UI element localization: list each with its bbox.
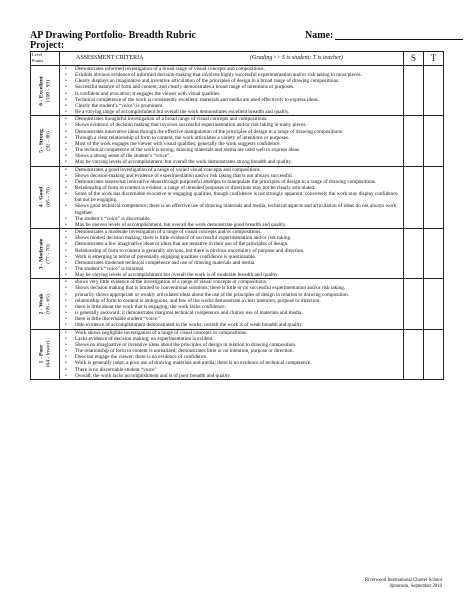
student-score-header: S — [404, 52, 424, 66]
level-label — [38, 76, 51, 106]
criteria-item: • is generally awkward; it demonstrates marginal technical competence and clumsy use of materials and media. — [62, 310, 401, 316]
grading-note: (Grading>> S is student; T is teacher) — [250, 55, 343, 61]
level-label — [38, 238, 51, 269]
criteria-item: • The relationship of form to content is unrealized; demonstrates little or no intention, purpose or direction. — [62, 348, 401, 354]
student-score-cell[interactable] — [404, 229, 424, 279]
criteria-cell — [60, 279, 404, 329]
criteria-item: • Lacks evidence of decision making; no experimentation is evident. — [62, 336, 401, 342]
criteria-header — [60, 52, 404, 66]
criteria-item: • Demonstrates a moderate investigation of a range of visual concepts and/or compositions. — [62, 229, 401, 235]
criteria-item: • Work is generally inept; a poor use of drawing materials and media; there is no evidence of technical competence. — [62, 360, 401, 366]
level-cell — [31, 279, 60, 329]
criteria-item: • Most of the work engages the viewer with visual qualities; generally the work suggests confidence. — [62, 141, 401, 147]
level-range: (69 - 65) — [45, 294, 51, 314]
teacher-score-cell[interactable] — [424, 329, 444, 379]
criteria-item: • Successful balance of form and content, and clearly demonstrates a broad range of intentions or purposes. — [62, 84, 401, 90]
criteria-item: • Clearly displays an imaginative and inventive articulation of the principles of design in a broad range of drawing compositions. — [62, 78, 401, 84]
criteria-item: • Shows decision making that is limited to conventional solutions; there is little or no successful experimentation and/or risk taking. — [62, 285, 401, 291]
criteria-item: • little evidence of accomplishment demonstrated in the works; overall the work is of weak breadth and quality. — [62, 322, 401, 328]
criteria-item: • relationship of form to content is ambiguous, and few of the works demonstrate a clear intention, purpose or direction. — [62, 298, 401, 304]
criteria-item: • Demonstrates innovative ideas through the effective manipulation of the principles of design in a range of drawing compositions. — [62, 129, 401, 135]
criteria-cell — [60, 66, 404, 116]
teacher-score-cell[interactable] — [424, 279, 444, 329]
level-range: (85 - 78) — [45, 187, 51, 208]
criteria-item: • The student’s “voice” is minimal. — [62, 266, 401, 272]
rubric-level-row — [31, 229, 444, 279]
criteria-list — [62, 167, 401, 229]
name-label: Name: — [305, 30, 334, 41]
criteria-item: • Exhibits obvious evidence of informed decision-making that involves highly successful experimentation and/or risk taking in most pieces. — [62, 72, 401, 78]
footer-author-date: djmunson, September 2010 — [389, 584, 442, 589]
criteria-list — [62, 66, 401, 115]
document-title: AP Drawing Portfolio- Breadth Rubric — [30, 30, 196, 41]
criteria-cell — [60, 166, 404, 229]
criteria-item: • Some of the work has discernable evocative or engaging qualities, though confidence is not strongly apparent; conversely the work may display confidence but not be engaging. — [62, 191, 401, 203]
criteria-list — [62, 330, 401, 379]
level-name: 5 - Strong — [38, 129, 45, 153]
rubric-level-row — [31, 116, 444, 166]
rubric-level-row — [31, 66, 444, 116]
criteria-list — [62, 229, 401, 278]
project-label: Project: — [30, 40, 65, 51]
criteria-item: • there is little about the work that is engaging; the work lacks confidence. — [62, 304, 401, 310]
level-cell — [31, 116, 60, 166]
level-range: (100 - 93) — [45, 79, 51, 102]
teacher-score-cell[interactable] — [424, 229, 444, 279]
points-header: Points — [32, 57, 44, 63]
teacher-score-header: T — [424, 52, 444, 66]
criteria-item: • Relationship of form to content is generally obvious, but there is obvious uncertainty of purpose and direction. — [62, 248, 401, 254]
student-score-cell[interactable] — [404, 329, 424, 379]
criteria-item: • Clearly the student’s “voice” is prominent. — [62, 103, 401, 109]
criteria-item: • May be varying levels of accomplishment but overall the work is of moderate breadth and quality. — [62, 272, 401, 278]
student-score-cell[interactable] — [404, 166, 424, 229]
criteria-item: • Shows no imaginative or inventive ideas about the principles of design in relation to drawing composition. — [62, 342, 401, 348]
level-points-header — [31, 52, 60, 66]
rubric-table — [30, 51, 444, 380]
criteria-item: • Demonstrates a good investigation of a range of varied visual concepts and compositions. — [62, 167, 401, 173]
criteria-item: • primarily shows appropriate or weakly articulated ideas about the use of the principles of design in relation to drawing composition. — [62, 292, 401, 298]
level-cell — [31, 229, 60, 279]
criteria-cell — [60, 329, 404, 379]
level-cell — [31, 166, 60, 229]
teacher-score-cell[interactable] — [424, 166, 444, 229]
criteria-cell — [60, 229, 404, 279]
criteria-item: • The technical competence of the work is strong; drawing materials and media are used well to express ideas. — [62, 147, 401, 153]
teacher-score-cell[interactable] — [424, 116, 444, 166]
criteria-item: • Work shows negligible investigation of a range of visual concepts or compositions. — [62, 330, 401, 336]
page-header — [30, 30, 450, 52]
criteria-item: • Is confident and evocative; it engages the viewer with visual qualities. — [62, 91, 401, 97]
criteria-item: • Be a varying range of accomplishment but overall the work demonstrates excellent breadth and quality. — [62, 109, 401, 115]
level-label — [38, 187, 51, 208]
level-cell — [31, 66, 60, 116]
criteria-item: • Demonstrates informed investigation of a broad range of visual concepts and compositions. — [62, 66, 401, 72]
criteria-item: • Relationship of form to content is evident; a range of intended purposes or directions may not be clearly articulated. — [62, 185, 401, 191]
page-footer — [365, 578, 442, 590]
level-cell — [31, 329, 60, 379]
footer-school: Riverwood International Charter School — [364, 578, 442, 583]
criteria-item: • The student’s “voice” is discernable. — [62, 216, 401, 222]
rubric-level-row — [31, 166, 444, 229]
level-label — [38, 129, 51, 153]
criteria-item: • Technical competence of the work is consistently excellent; materials and media are used effectively to express ideas. — [62, 97, 401, 103]
criteria-list — [62, 116, 401, 165]
criteria-item: • Demonstrates thoughtful investigation of a broad range of visual concepts and compositions. — [62, 116, 401, 122]
criteria-item: • Demonstrates somewhat innovative ideas through purposeful attempts to manipulate the principles of design in a range of drawing compositions. — [62, 179, 401, 185]
criteria-item: • there is little discernable student “voice.” — [62, 316, 401, 322]
criteria-item: • Does not engage the viewer; there is no evidence of confidence. — [62, 354, 401, 360]
level-range: (92 - 86) — [45, 131, 51, 151]
criteria-header-title: ASSESSMENT CRITERIA — [76, 55, 144, 61]
level-name: 4 - Good — [38, 187, 45, 208]
criteria-item: • Demonstrates moderate technical competence and use of drawing materials and media. — [62, 260, 401, 266]
criteria-item: • Work is emerging in terms of potentially engaging qualities confidence is questionable. — [62, 254, 401, 260]
level-name: 2 - Weak — [38, 293, 45, 315]
criteria-item: • There is no discernable student “voice” — [62, 367, 401, 373]
level-name: 3 - Moderate — [38, 238, 45, 270]
level-label — [38, 293, 51, 314]
criteria-item: • Through a clear relationship of form to content, the work articulates a variety of intentions or purposes. — [62, 135, 401, 141]
student-score-cell[interactable] — [404, 66, 424, 116]
level-header: Level — [32, 52, 43, 57]
criteria-item: • Shows a strong sense of the student’s “voice”. — [62, 153, 401, 159]
criteria-item: • May be varying levels of accomplishment, but overall the work demonstrates strong breadth and quality. — [62, 159, 401, 165]
level-range: (77 - 70) — [45, 243, 51, 264]
criteria-cell — [60, 116, 404, 166]
criteria-item: • shows very little evidence of the investigation of a range of visual concepts or compositions. — [62, 279, 401, 285]
teacher-score-cell[interactable] — [424, 66, 444, 116]
criteria-item: • Shows modest decision making; there is little evidence of successful experimentation and/or risk taking. — [62, 235, 401, 241]
name-blank-line[interactable] — [335, 39, 463, 40]
criteria-list — [62, 279, 401, 328]
student-score-cell[interactable] — [404, 279, 424, 329]
criteria-item: • Shows evidence of decision making that involves successful experimentation and/or risk taking in many pieces. — [62, 122, 401, 128]
criteria-item: • Demonstrates a few imaginative ideas or ideas that are tentative in their use of the principles of design. — [62, 241, 401, 247]
level-label — [38, 341, 51, 368]
rubric-level-row — [31, 279, 444, 329]
criteria-item: • Shows decision-making and evidence of experimentation and/or risk taking that is not always successful. — [62, 173, 401, 179]
rubric-header-row — [31, 52, 444, 66]
rubric-level-row — [31, 329, 444, 379]
criteria-item: • Shows good technical competence; there is an effective use of drawing materials and media; technical aspects and articulation of ideas do not always work together. — [62, 203, 401, 215]
level-range: (64 - lower) — [45, 340, 51, 368]
level-name: 6 - Excellent — [38, 75, 45, 106]
level-name: 1 - Poor — [38, 344, 45, 364]
student-score-cell[interactable] — [404, 116, 424, 166]
criteria-item: • May be uneven levels of accomplishment, but overall the work demonstrate good breadth and quality. — [62, 222, 401, 228]
criteria-item: • Overall, the work lacks accomplishment and is of poor breadth and quality. — [62, 373, 401, 379]
